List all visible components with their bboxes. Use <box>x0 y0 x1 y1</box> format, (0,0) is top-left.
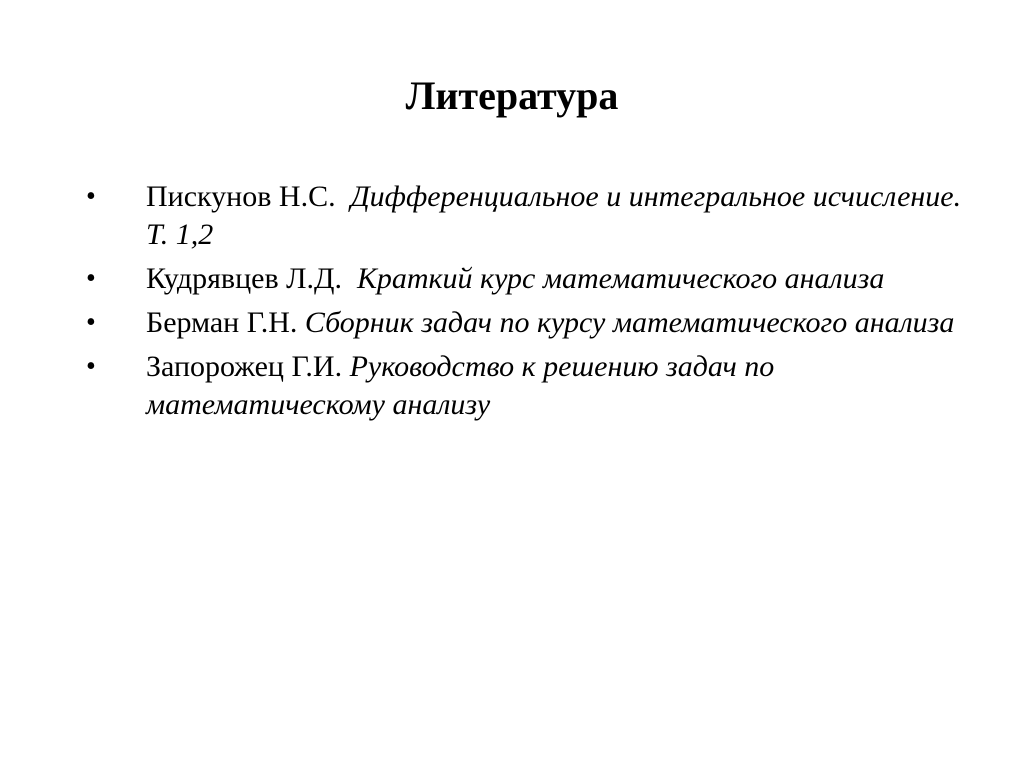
reference-work: Дифференциальное и интегральное исчисление. Т. 1,2 <box>146 180 962 251</box>
bullet-icon: • <box>86 307 96 338</box>
reference-list <box>0 178 1024 430</box>
reference-item <box>0 304 1024 342</box>
slide-title: Литература <box>405 73 619 118</box>
reference-work: Руководство к решению задач по математическому анализу <box>146 350 775 421</box>
bullet-icon: • <box>86 263 96 294</box>
bullet-icon: • <box>86 181 96 212</box>
reference-author: Запорожец Г.И. <box>146 350 343 383</box>
bullet-icon: • <box>86 351 96 382</box>
reference-work: Краткий курс математического анализа <box>356 262 885 295</box>
reference-work: Сборник задач по курсу математического анализа <box>304 306 955 339</box>
reference-item <box>0 178 1024 254</box>
reference-item <box>0 348 1024 424</box>
reference-item <box>0 260 1024 298</box>
reference-author: Берман Г.Н. <box>146 306 298 339</box>
reference-author: Кудрявцев Л.Д. <box>146 262 342 295</box>
reference-author: Пискунов Н.С. <box>146 180 336 213</box>
